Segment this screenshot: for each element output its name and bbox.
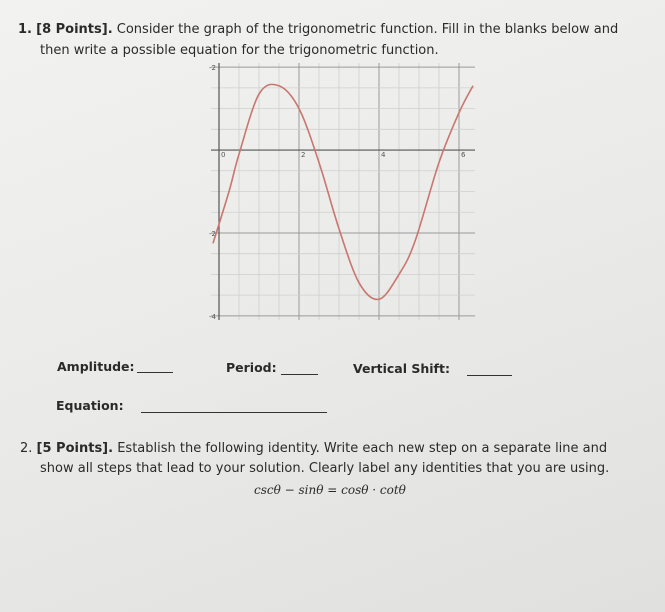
question-1-line-1 bbox=[18, 22, 618, 37]
y-tick-label: -2 bbox=[209, 64, 216, 73]
question-1-text: Consider the graph of the trigonometric function. Fill in the blanks below and bbox=[116, 22, 619, 37]
equation-blank[interactable] bbox=[141, 412, 327, 413]
question-2-line-1 bbox=[20, 441, 607, 456]
amplitude-blank[interactable] bbox=[137, 372, 173, 373]
question-2-number: 2. bbox=[20, 441, 33, 456]
vertical-shift-blank[interactable] bbox=[467, 375, 512, 376]
period-blank[interactable] bbox=[281, 374, 318, 375]
question-2-text: Establish the following identity. Write each new step on a separate line and bbox=[117, 441, 608, 456]
x-tick-label: 6 bbox=[461, 151, 466, 160]
x-tick-label: 4 bbox=[381, 151, 386, 160]
x-tick-label: 0 bbox=[221, 151, 226, 160]
question-1-points: [8 Points]. bbox=[36, 22, 113, 37]
period-label: Period: bbox=[226, 360, 277, 375]
question-2-line-2: show all steps that lead to your solution. Clearly label any identities that you are using. bbox=[40, 461, 610, 476]
identity-equation: cscθ − sinθ = cosθ · cotθ bbox=[254, 483, 406, 497]
amplitude-label: Amplitude: bbox=[57, 359, 135, 374]
x-tick-label: 2 bbox=[301, 151, 306, 160]
sine-curve bbox=[213, 84, 473, 299]
vertical-shift-label: Vertical Shift: bbox=[353, 361, 450, 376]
question-2-points: [5 Points]. bbox=[36, 441, 114, 456]
y-tick-label: -2 bbox=[209, 229, 216, 238]
equation-label: Equation: bbox=[56, 398, 124, 413]
trig-graph bbox=[205, 58, 480, 328]
question-1-number: 1. bbox=[18, 22, 32, 37]
y-tick-label: -4 bbox=[209, 312, 216, 321]
question-1-line-2: then write a possible equation for the trigonometric function. bbox=[40, 43, 439, 58]
